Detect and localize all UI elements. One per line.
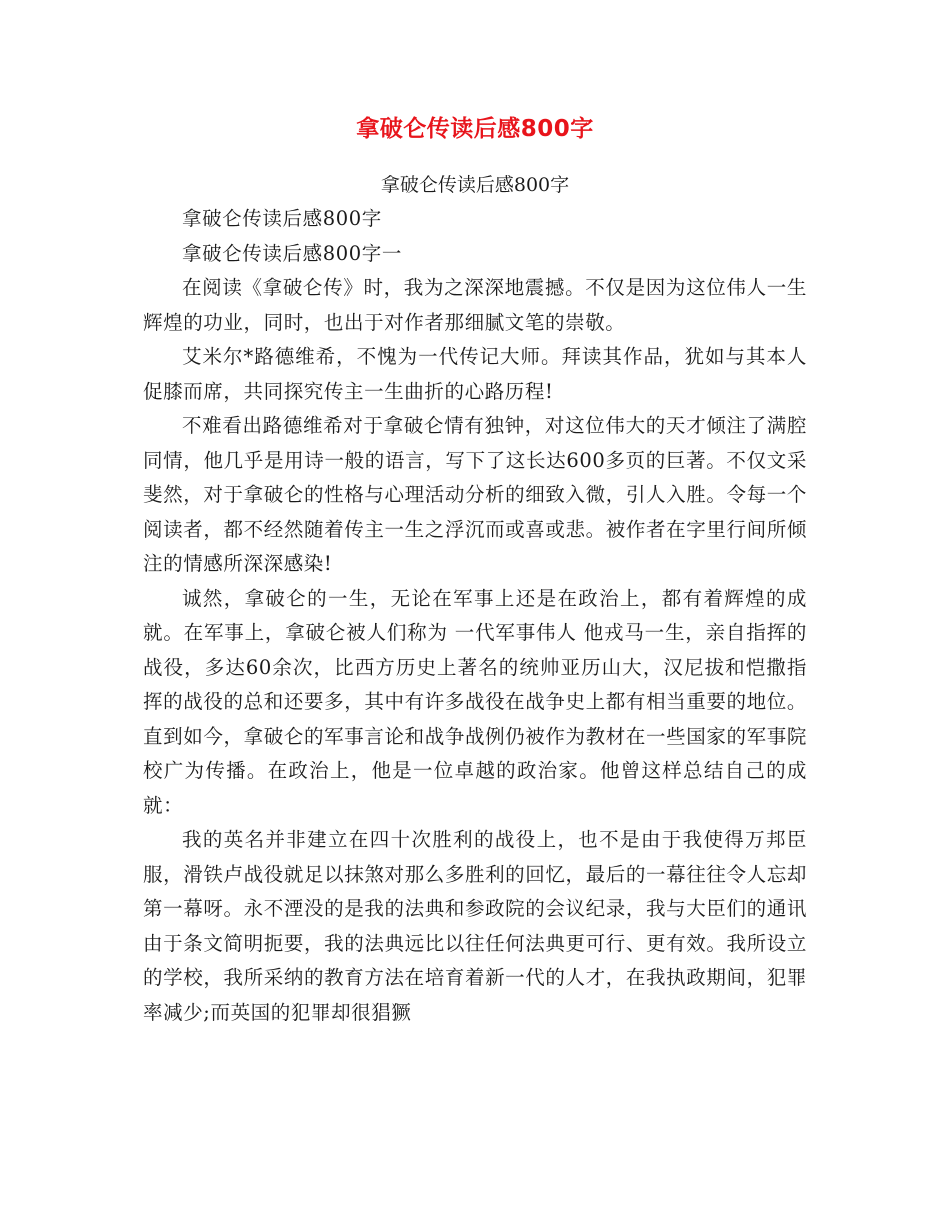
document-body xyxy=(143,202,807,1030)
paragraph: 我的英名并非建立在四十次胜利的战役上，也不是由于我使得万邦臣服，滑铁卢战役就足以抹煞对那么多胜利的回忆，最后的一幕往往令人忘却第一幕呀。永不湮没的是我的法典和参政院的会议纪录，我与大臣们的通讯 由于条文简明扼要，我的法典远比以往任何法典更可行、更有效。我所设立的学校，我所采纳的教育方法在培育着新一代的人才，在我执政期间，犯罪率减少;而英国的犯罪却很猖獗 xyxy=(143,828,807,1024)
paragraph: 不难看出路德维希对于拿破仑情有独钟，对这位伟大的天才倾注了满腔同情，他几乎是用诗一般的语言，写下了这长达600多页的巨著。不仅文采斐然，对于拿破仑的性格与心理活动分析的细致入微，引人入胜。令每一个阅读者，都不经然随着传主一生之浮沉而或喜或悲。被作者在字里行间所倾注的情感所深深感染! xyxy=(143,414,807,575)
paragraph: 在阅读《拿破仑传》时，我为之深深地震撼。不仅是因为这位伟人一生辉煌的功业，同时，也出于对作者那细腻文笔的崇敬。 xyxy=(143,276,807,334)
document-subtitle: 拿破仑传读后感800字 xyxy=(380,174,570,196)
paragraph: 诚然，拿破仑的一生，无论在军事上还是在政治上，都有着辉煌的成就。在军事上，拿破仑被人们称为 一代军事伟人 他戎马一生，亲自指挥的战役，多达60余次，比西方历史上著名的统帅亚历山大，汉尼拔和恺撒指挥的战役的总和还要多，其中有许多战役在战争史上都有相当重要的地位。直到如今，拿破仑的军事言论和战争战例仍被作为教材在一些国家的军事院校广为传播。在政治上，他是一位卓越的政治家。他曾这样总结自己的成就： xyxy=(143,586,807,817)
paragraph: 拿破仑传读后感800字 xyxy=(182,207,382,230)
paragraph: 拿破仑传读后感800字一 xyxy=(182,241,402,265)
document-title: 拿破仑传读后感800字 xyxy=(356,116,594,142)
paragraph: 艾米尔*路德维希，不愧为一代传记大师。拜读其作品，犹如与其本人促膝而席，共同探究传主一生曲折的心路历程! xyxy=(143,345,807,403)
